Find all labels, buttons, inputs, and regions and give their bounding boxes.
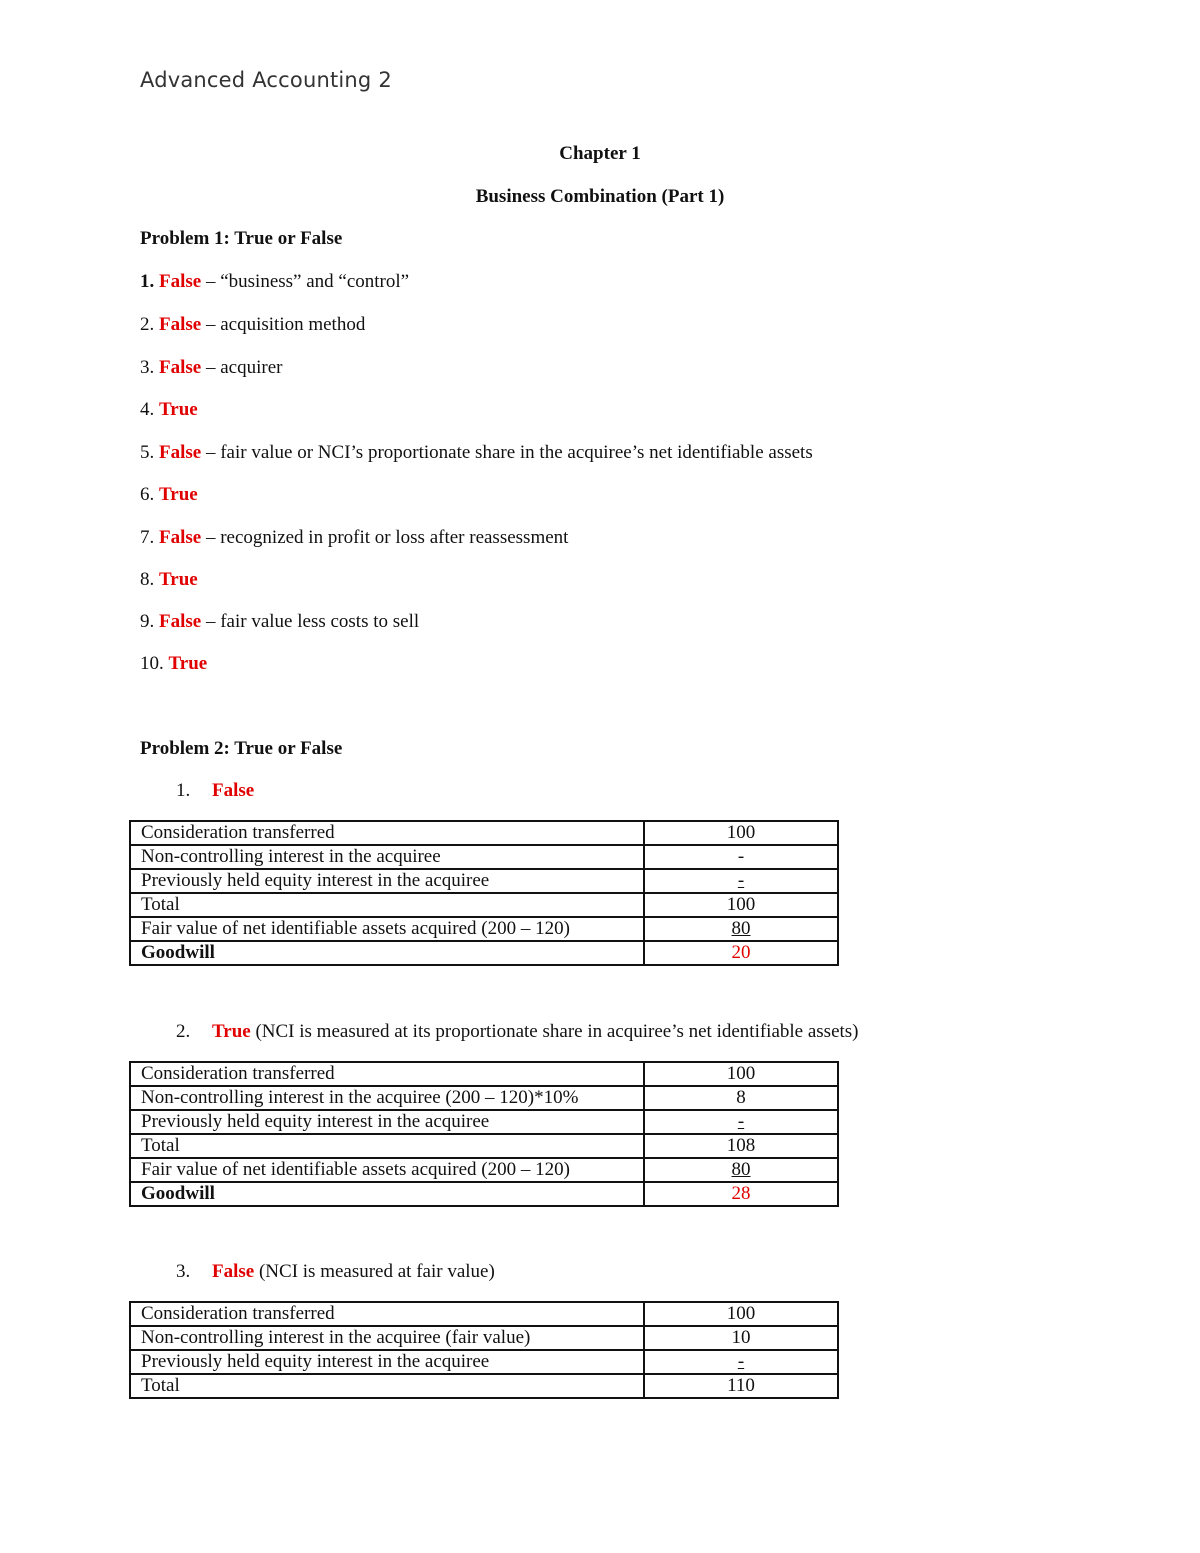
p2-item-2 [176,1021,859,1043]
row-label: Non-controlling interest in the acquiree (fair value) [130,1326,644,1350]
item-note: – fair value less costs to sell [201,611,420,632]
row-label: Previously held equity interest in the acquiree [130,1110,644,1134]
table-row [130,821,838,845]
chapter-subtitle: Business Combination (Part 1) [475,186,725,207]
item-answer: False [159,442,202,463]
item-number: 2. [140,314,155,335]
table-row [130,1110,838,1134]
item-note: (NCI is measured at its proportionate share in acquiree’s net identifiable assets) [250,1021,859,1042]
p1-item-9 [140,611,419,633]
row-value: 100 [644,821,838,845]
item-note: – fair value or NCI’s proportionate share in the acquiree’s net identifiable assets [201,442,813,463]
item-number: 3. [140,357,155,378]
item-number: 10. [140,653,164,674]
table-row [130,1350,838,1374]
problem2-heading: Problem 2: True or False [140,738,343,759]
item-answer: False [159,314,202,335]
row-value: - [644,845,838,869]
row-value: 28 [644,1182,838,1206]
row-label: Total [130,1374,644,1398]
item-number: 8. [140,569,155,590]
row-label: Total [130,1134,644,1158]
row-label: Fair value of net identifiable assets acquired (200 – 120) [130,1158,644,1182]
item-number: 9. [140,611,155,632]
table-row [130,1062,838,1086]
item-number: 1. [140,271,155,292]
table-row [130,1158,838,1182]
item-number: 2. [176,1021,191,1042]
item-number: 3. [176,1261,191,1282]
row-value: 8 [644,1086,838,1110]
row-value: 108 [644,1134,838,1158]
p1-item-6 [140,484,198,506]
row-value: 80 [644,917,838,941]
row-value: 20 [644,941,838,965]
row-label: Fair value of net identifiable assets acquired (200 – 120) [130,917,644,941]
item-note: (NCI is measured at fair value) [254,1261,495,1282]
document-header: Advanced Accounting 2 [140,68,392,92]
table-row [130,917,838,941]
item-answer: False [159,527,202,548]
table-row [130,1134,838,1158]
goodwill-table-2 [129,1061,839,1207]
row-label: Previously held equity interest in the acquiree [130,1350,644,1374]
p1-item-10 [140,653,207,675]
item-note: – acquirer [201,357,283,378]
row-label: Non-controlling interest in the acquiree [130,845,644,869]
row-label: Total [130,893,644,917]
item-answer: True [212,1021,251,1042]
item-answer: False [159,357,202,378]
row-label: Consideration transferred [130,1062,644,1086]
p1-item-1 [140,271,409,293]
item-answer: True [168,653,208,674]
item-note: – “business” and “control” [201,271,410,292]
row-value: - [644,1350,838,1374]
chapter-title: Chapter 1 [559,143,641,164]
problem1-heading: Problem 1: True or False [140,228,343,249]
row-value: - [644,869,838,893]
p1-item-8 [140,569,198,591]
row-value: 100 [644,893,838,917]
row-value: - [644,1110,838,1134]
item-note: – acquisition method [201,314,366,335]
p2-item-1 [176,780,254,802]
row-value: 80 [644,1158,838,1182]
item-number: 7. [140,527,155,548]
goodwill-table-3 [129,1301,839,1399]
p1-item-4 [140,399,198,421]
p1-item-5 [140,442,813,464]
p1-item-7 [140,527,568,549]
table-row-goodwill [130,941,838,965]
table-row [130,845,838,869]
table-row [130,1302,838,1326]
item-answer: False [159,611,202,632]
item-number: 5. [140,442,155,463]
item-note: – recognized in profit or loss after reassessment [201,527,569,548]
item-answer: False [159,271,202,292]
row-label: Previously held equity interest in the acquiree [130,869,644,893]
row-value: 110 [644,1374,838,1398]
row-label: Consideration transferred [130,821,644,845]
table-row [130,893,838,917]
table-row [130,869,838,893]
row-value: 100 [644,1062,838,1086]
item-number: 6. [140,484,155,505]
row-label: Consideration transferred [130,1302,644,1326]
item-answer: False [212,780,255,801]
table-row [130,1326,838,1350]
table-row-goodwill [130,1182,838,1206]
row-label: Non-controlling interest in the acquiree (200 – 120)*10% [130,1086,644,1110]
item-answer: True [159,484,198,505]
p1-item-2 [140,314,365,336]
row-label: Goodwill [130,1182,644,1206]
p1-item-3 [140,357,282,379]
row-value: 100 [644,1302,838,1326]
item-answer: False [212,1261,255,1282]
item-answer: True [159,399,198,420]
row-value: 10 [644,1326,838,1350]
item-answer: True [159,569,198,590]
table-row [130,1086,838,1110]
item-number: 1. [176,780,191,801]
table-row [130,1374,838,1398]
item-number: 4. [140,399,155,420]
p2-item-3 [176,1261,495,1283]
row-label: Goodwill [130,941,644,965]
goodwill-table-1 [129,820,839,966]
